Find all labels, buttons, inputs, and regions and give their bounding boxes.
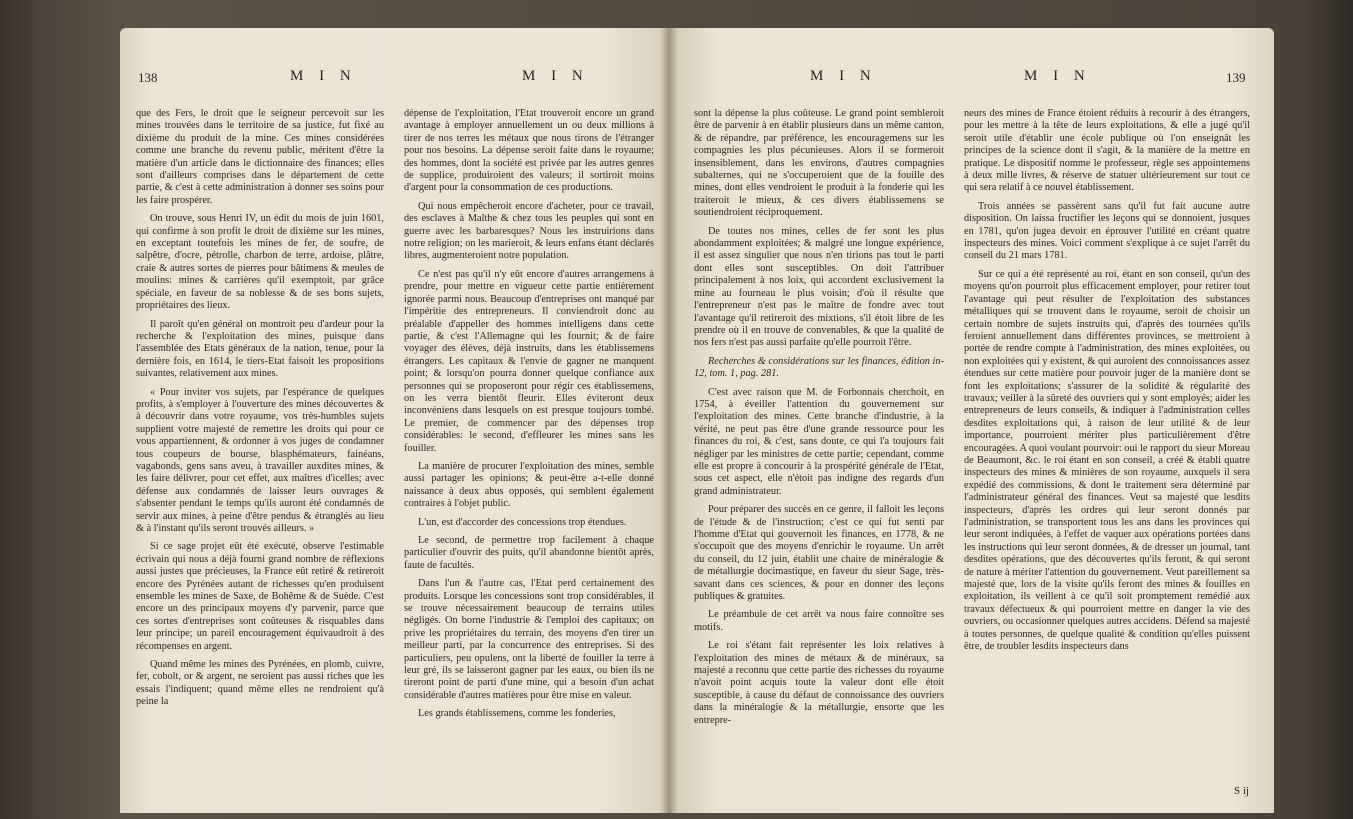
paragraph: La manière de procurer l'exploitation des mines, semble aussi partager les opinions; & peut-être a-t-elle donné naissance à deux abus opposés, qui semblent également contraires à l'objet public.	[404, 460, 654, 510]
left-column-2	[404, 108, 654, 727]
paragraph: sont la dépense la plus coûteuse. Le grand point sembleroit être de parvenir à en établir plusieurs dans un même canton, & de répandre, par préférence, les encouragemens sur les compagnies les plus pécunieuses. Alors il se formeroit insensiblement, dans les environs, d'autres compagnies subalternes, qui ne s'occuperoient que de la fouille des mines, dont elles vendroient le produit à la fonderie qui les traiteroit le mieux, & ces divers établissemens se soutiendroient réciproquement.	[694, 108, 944, 219]
running-header-left-a: M I N	[290, 68, 357, 84]
paragraph: Le second, de permettre trop facilement à chaque particulier d'ouvrir des puits, qu'il abandonne bientôt après, faute de facultés.	[404, 535, 654, 571]
paragraph: « Pour inviter vos sujets, par l'espérance de quelques profits, à s'employer à l'ouverture des mines découvertes & à découvrir dans votre royaume, vos très-humbles sujets supplient votre majesté de remettre les droits qui pour ce vous appartiennent, & ordonner à vos juges de condamner tous coupeurs de bourse, blasphémateurs, fainéans, vagabonds, gens sans aveu, à travailler auxdites mines, & les faire délivrer, pour cet effet, aux maîtres d'icelles; avec défense aux condamnés de laisser leurs ouvrages & s'absenter pendant le temps qu'ils auront été condamnés de servir aux mines, à peine d'être pendus & étranglés au lieu & à l'instant qu'ils seront trouvés ailleurs. »	[136, 386, 384, 534]
signature-mark: S ij	[1234, 785, 1249, 797]
page-number-left: 138	[138, 70, 158, 85]
right-column-1	[694, 108, 944, 733]
paragraph: que des Fers, le droit que le seigneur percevoit sur les mines trouvées dans le territoire de sa justice, fut fixé au dixième du produit de la mine. Ces mines considérées comme une branche du revenu public, méritent d'être la matière d'un article dans le dictionnaire des finances; elles sont d'ailleurs comprises dans le département de cette partie, & c'est à cette administration à donner ses soins pour les faire prospérer.	[136, 108, 384, 206]
paragraph: Les grands établissemens, comme les fonderies,	[418, 708, 616, 720]
paragraph: Pour préparer des succès en ce genre, il falloit les leçons de l'étude & de l'instruction; c'est ce qui fut senti par l'homme d'Etat qui gouvernoit les finances, en 1778, & ne s'occupoit que des moyens d'enrichir le royaume. Un arrêt du conseil, du 12 juin, établit une chaire de minéralogie & de métallurgie docimastique, en faveur du sieur Sage, très-savant dans ces sciences, & pour en donner des leçons publiques & gratuites.	[694, 504, 944, 603]
running-header-left-b: M I N	[522, 68, 589, 84]
paragraph: Qui nous empêcheroit encore d'acheter, pour ce travail, des esclaves à Malthe & chez tous les peuples qui sont en guerre avec les barbaresques? Nous les instruirions dans notre religion; on les marieroit, & leurs enfans étant déclarés libres, augmenteroient notre population.	[404, 200, 654, 262]
paragraph: C'est avec raison que M. de Forbonnais cherchoit, en 1754, à éveiller l'attention du gouvernement sur l'exploitation des mines. Cette branche d'industrie, à la vérité, ne peut pas être d'une grande ressource pour les finances du roi, & c'est, sans doute, ce qui l'a toujours fait négliger par les ministres de cette partie; cependant, comme elle est propre à concourir à la prospérité générale de l'Etat, sous cet aspect, elle n'étoit pas indigne des regards d'un grand administrateur.	[694, 386, 944, 497]
page-number-right: 139	[1226, 70, 1246, 85]
paragraph: neurs des mines de France étoient réduits à recourir à des étrangers, pour les mettre à la tête de leurs exploitations, & elle a jugé qu'il seroit utile d'établir une école publique où l'on enseignât les principes de la science dont il s'agit, & la manière de la mettre en pratique. Le dispositif nomme le professeur, règle ses appointemens à deux mille livres, & réserve de statuer ultérieurement sur tout ce qui sera relatif à ce nouvel établissement.	[964, 108, 1250, 194]
paragraph: Ce n'est pas qu'il n'y eût encore d'autres arrangemens à prendre, pour mettre en vigueur cette partie entièrement ignorée parmi nous. Beaucoup d'entreprises ont manqué par l'impéritie des entrepreneurs. Il conviendroit donc au préalable d'appeller des hommes intelligens dans cette partie, & c'est l'Allemagne qui les fournit; & de faire voyager des élèves, déjà instruits, dans les établissemens étrangers. Les capitaux & l'envie de gagner ne manquent point; & lorsqu'on pourra donner quelque confiance aux personnes qui se proposeront pour régir ces établissemens, on les verra bientôt fleurir. Elles éviteront deux inconvéniens dans lesquels on est presque toujours tombé. Le premier, de commencer par des dépenses trop considérables: le second, d'effleurer les mines sans les fouiller.	[404, 268, 654, 454]
book-gutter	[660, 28, 678, 813]
paragraph: De toutes nos mines, celles de fer sont les plus abondamment exploitées; & malgré une longue expérience, il est assez singulier que nous n'en tirions pas tout le parti dont elles sont susceptibles. On doit l'attribuer principalement à nos loix, qui accordent exclusivement la mine au fourneau le plus voisin; d'où il résulte que l'entrepreneur n'est pas le maître de fondre avec tout l'avantage qu'il retireroit des mixtions, s'il étoit libre de les prendre où il en trouve de convenables, & que la qualité de nos fers n'est pas aussi parfaite qu'elle pourroit l'être.	[694, 225, 944, 349]
paragraph: Le préambule de cet arrêt va nous faire connoître ses motifs.	[694, 609, 944, 633]
paragraph: dépense de l'exploitation, l'Etat trouveroit encore un grand avantage à employer annuellement un ou deux millions à tirer de nos terres les métaux que nous tirons de l'étranger pour nos besoins. La dépense seroit faite dans le royaume; des hommes, dont la société est privée par les autres genres de supplice, produiroient des valeurs; il sortiroit moins d'argent pour la consommation de ces productions.	[404, 108, 654, 194]
paragraph: On trouve, sous Henri IV, un édit du mois de juin 1601, qui confirme à son profit le droit de dixième sur les mines, en exceptant toutefois les mines de fer, de soufre, de salpêtre, d'ocre, pétrolle, charbon de terre, ardoise, plâtre, craie & autres sortes de pierres pour bâtimens & meules de moulins: mines & carrières qu'il exemptoit, par grâce spéciale, en faveur de sa noblesse & de ses bons sujets, propriétaires des lieux.	[136, 213, 384, 312]
right-page	[668, 28, 1274, 813]
paragraph: Dans l'un & l'autre cas, l'Etat perd certainement des produits. Lorsque les concessions sont trop considérables, il se trouve nécessairement beaucoup de terrains utiles négligés. On borne l'industrie & l'emploi des capitaux; on prive les propriétaires du terrain, des moyens d'en tirer un meilleur parti, par la concurrence des entreprises. Si des particuliers, peu opulens, ont la liberté de fouiller la terre à leur gré, ils se laisseront gagner par les eaux, ou bien ils ne tireront point de parti d'une mine, qui a besoin d'un achat considérable d'autres matières pour être mise en valeur.	[404, 578, 654, 701]
paragraph: Sur ce qui a été représenté au roi, étant en son conseil, qu'un des moyens qu'on pourroit plus efficacement employer, pour retirer tout l'avantage qui peut résulter de l'exploitation des substances métalliques qui se trouvent dans le royaume, seroit de choisir un certain nombre de sujets instruits qui, d'après des tournées qu'ils feroient annuellement dans différentes provinces, se mettroient à portée de rendre compte à l'administration, des mines exploitées, ou non exploitées qui y existent, & qui auroient des connoissances assez étendues sur cette matière pour pouvoir juger de la manière dont se font les exploitations; s'assurer de la solidité & régularité des travaux; veiller à la sûreté des ouvriers qui y sont employés; aider les entrepreneurs de leurs conseils, & indiquer à l'administration celles desdites exploitations qui, à raison de leur utilité & de leur importance, pourroient mériter plus particulièrement d'être encouragées. A quoi voulant pourvoir: oui le rapport du sieur Moreau de Beaumont, &c. le roi étant en son conseil, a créé & établi quatre inspecteurs des mines & minières de son royaume, auxquels il sera expédié des commissions, & dont le traitement sera déterminé par l'administrateur général des finances. Veut sa majesté que lesdits inspecteurs, d'après les ordres qui leur seront donnés par l'administration, se transportent tous les ans dans les provinces qui leur seront indiquées, à l'effet de vaquer aux opérations portées dans les instructions qui leur seront données, & de dresser un journal, tant desdites opérations, que des découvertes qu'ils feront, & qui seront de nature à mériter l'attention du gouvernement. Veut pareillement sa majesté que, lors de la visite qu'ils feront des mines & fouilles en exploitation, ils veillent à ce qu'il soit promptement remédié aux travaux défectueux & qui pourroient mettre en danger la vie des ouvriers, ou occasionner quelques autres accidens. Défend sa majesté à toutes personnes, de quelque qualité & condition qu'elles puissent être, de troubler lesdits inspecteurs dans	[964, 268, 1250, 653]
right-column-2	[964, 108, 1250, 659]
left-page	[120, 28, 668, 813]
paragraph: Trois années se passèrent sans qu'il fut fait aucune autre disposition. On laissa fructifier les leçons qui se donnoient, jusques en 1781, qu'on jugea devoir en éprouver l'utilité en créant quatre inspecteurs des mines. Voici comment s'explique à ce sujet l'arrêt du conseil du 21 mars 1781.	[964, 200, 1250, 262]
paragraph: Si ce sage projet eût été exécuté, observe l'estimable écrivain qui nous a déjà fourni grand nombre de réflexions aussi justes que précieuses, la France eût retiré & retireroit encore des Pyrénées autant de richesses qu'en produisent ensemble les mines de Saxe, de Bohême & de Suède. C'est encore un des principaux moyens d'y parvenir, parce que ces sortes d'entreprises sont coûteuses & risquables dans leur principe; un pareil encouragement équivaudroit à des récompenses en argent.	[136, 541, 384, 652]
paragraph: Quand même les mines des Pyrénées, en plomb, cuivre, fer, cobolt, or & argent, ne seroient pas aussi riches que les essais l'indiquent; quand même elles ne rendroient qu'à peine la	[136, 659, 384, 708]
left-column-1	[136, 108, 384, 715]
paragraph: Le roi s'étant fait représenter les loix relatives à l'exploitation des mines de métaux & de minéraux, sa majesté a reconnu que cette partie des richesses du royaume n'avoit point acquis toute la valeur dont elle étoit susceptible, à cause du défaut de connoissance des ouvriers dans la minéralogie & la métallurgie, ensorte que les entrepre-	[694, 640, 944, 726]
running-header-right-a: M I N	[810, 68, 877, 84]
paragraph: L'un, est d'accorder des concessions trop étendues.	[418, 516, 627, 528]
paragraph: Il paroît qu'en général on montroit peu d'ardeur pour la recherche & l'exploitation des mines, puisque dans l'assemblée des Etats généraux de la nation, tenue, pour la dernière fois, en 1614, le tiers-Etat faisoit les propositions suivantes, relativement aux mines.	[136, 318, 384, 380]
running-header-right-b: M I N	[1024, 68, 1091, 84]
citation: Recherches & considérations sur les finances, édition in-12, tom. 1, pag. 281.	[694, 355, 944, 380]
